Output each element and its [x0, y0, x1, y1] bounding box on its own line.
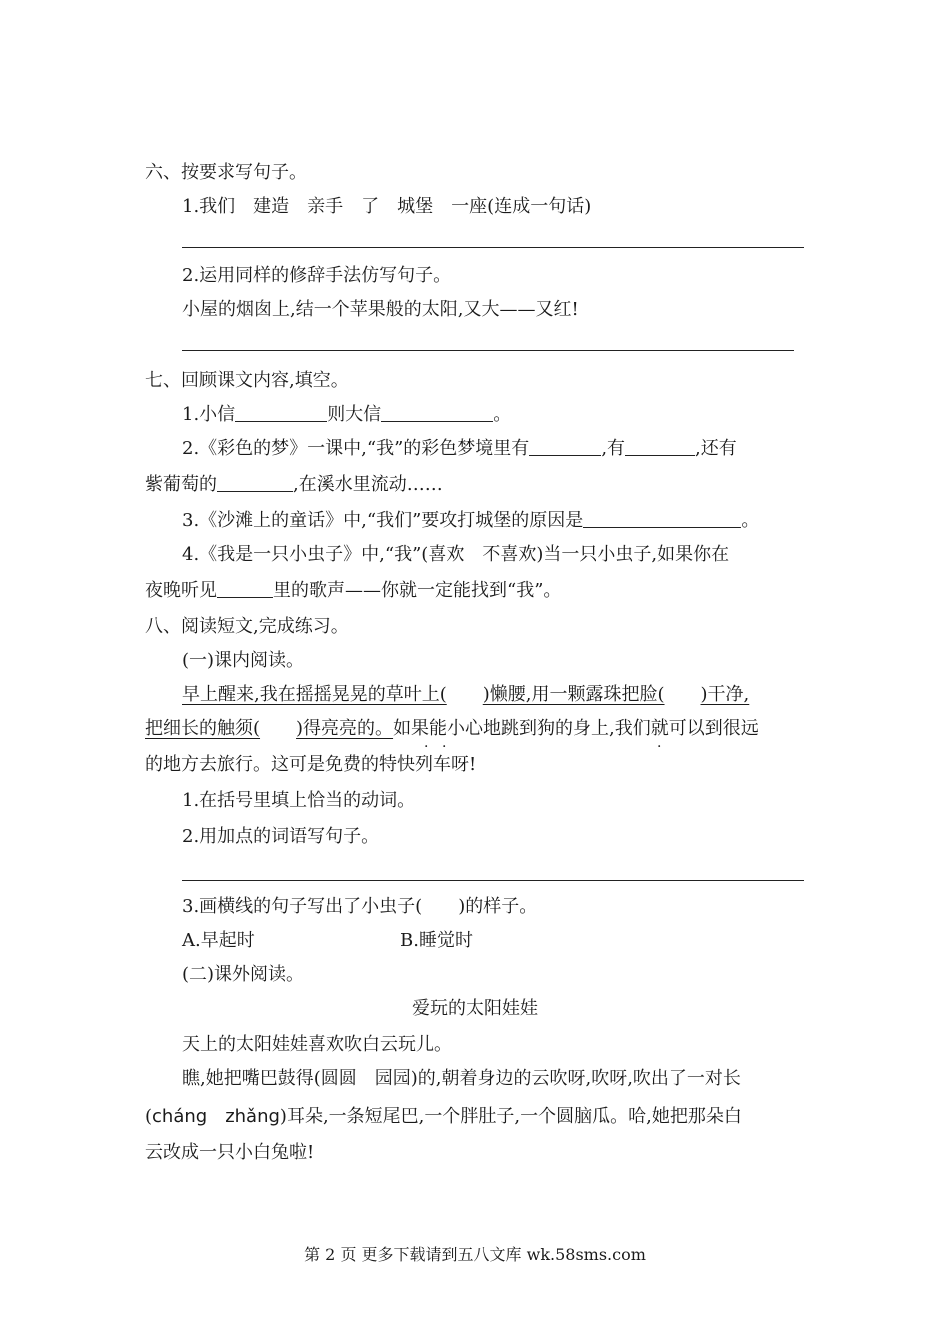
- fill-blank[interactable]: [381, 403, 493, 422]
- s7-q2-text-d: 紫葡萄的: [145, 474, 217, 495]
- story-title: 爱玩的太阳娃娃: [412, 998, 538, 1019]
- story-text: (: [145, 1106, 153, 1127]
- page-footer: 第 2 页 更多下载请到五八文库 wk.58sms.com: [304, 1245, 646, 1264]
- story-line-2: 瞧,她把嘴巴鼓得(圆圆 园园)的,朝着身边的云吹呀,吹呀,吹出了一对长: [182, 1068, 741, 1089]
- s7-q1-text-b: 则大信: [327, 404, 382, 425]
- fill-blank[interactable]: [625, 437, 695, 456]
- fill-blank[interactable]: [235, 403, 327, 422]
- s7-q3-text-b: 。: [741, 510, 760, 531]
- underlined-sentence: [182, 684, 749, 705]
- section-8-heading: 八、阅读短文,完成练习。: [145, 616, 349, 637]
- s8-question-2: 2.用加点的词语写句子。: [182, 826, 380, 847]
- part-1-title: (一)课内阅读。: [182, 650, 305, 671]
- pinyin-options: cháng zhǎng: [152, 1106, 280, 1127]
- answer-line[interactable]: [182, 350, 794, 351]
- s7-q4-text-c: 里的歌声——你就一定能找到“我”。: [273, 580, 562, 601]
- story-line-4: 云改成一只小白兔啦!: [145, 1142, 315, 1163]
- s7-q1-text-a: 1.小信: [182, 404, 236, 425]
- passage-text-dotted: 如果能小心地跳到狗的身上,我们就可以到很远: [393, 718, 759, 739]
- answer-line[interactable]: [182, 880, 804, 881]
- passage-1-line-1: [182, 682, 749, 708]
- s7-question-2-line-2: [145, 472, 443, 498]
- option-b[interactable]: B.睡觉时: [400, 930, 473, 951]
- passage-text: )干净,: [700, 684, 750, 705]
- fill-blank[interactable]: [217, 473, 293, 492]
- option-a[interactable]: A.早起时: [182, 930, 255, 951]
- s7-question-1: [182, 402, 511, 428]
- s7-q1-text-c: 。: [493, 404, 512, 425]
- s7-question-4-line-2: [145, 578, 561, 604]
- section-7-heading: 七、回顾课文内容,填空。: [145, 370, 349, 391]
- s6-question-2: 2.运用同样的修辞手法仿写句子。: [182, 265, 452, 286]
- s7-question-4-line-1: 4.《我是一只小虫子》中,“我”(喜欢 不喜欢)当一只小虫子,如果你在: [182, 544, 730, 565]
- s6-example-sentence: 小屋的烟囱上,结一个苹果般的太阳,又大——又红!: [182, 299, 579, 320]
- s7-q2-text-c: ,还有: [695, 438, 737, 459]
- s7-question-3: [182, 508, 759, 534]
- fill-blank[interactable]: [583, 509, 741, 528]
- s8-question-1: 1.在括号里填上恰当的动词。: [182, 790, 416, 811]
- s7-q2-text-e: ,在溪水里流动……: [293, 474, 443, 495]
- passage-1-line-3: 的地方去旅行。这可是免费的特快列车呀!: [145, 754, 477, 775]
- s7-question-2-line-1: [182, 436, 737, 462]
- story-line-3: [145, 1104, 742, 1130]
- underlined-sentence: [145, 718, 393, 739]
- s8-question-3: [182, 894, 537, 920]
- passage-1-line-2: [145, 716, 759, 742]
- s8-q3-text-b: )的样子。: [458, 896, 538, 917]
- s7-q3-text-a: 3.《沙滩上的童话》中,“我们”要攻打城堡的原因是: [182, 510, 584, 531]
- emphasis-dot: ·: [657, 739, 662, 755]
- passage-text: 早上醒来,我在摇摇晃晃的草叶上(: [182, 684, 447, 705]
- fill-blank[interactable]: [217, 579, 273, 598]
- part-2-title: (二)课外阅读。: [182, 964, 305, 985]
- passage-text: 把细长的触须(: [145, 718, 261, 739]
- s7-q2-text-a: 2.《彩色的梦》一课中,“我”的彩色梦境里有: [182, 438, 530, 459]
- answer-line[interactable]: [182, 247, 804, 248]
- story-line-1: 天上的太阳娃娃喜欢吹白云玩儿。: [182, 1034, 452, 1055]
- s8-q3-text-a: 3.画横线的句子写出了小虫子(: [182, 896, 423, 917]
- fill-blank[interactable]: [529, 437, 601, 456]
- passage-text: )懒腰,用一颗露珠把脸(: [482, 684, 665, 705]
- emphasis-dot: ·: [442, 739, 447, 755]
- story-text: )耳朵,一条短尾巴,一个胖肚子,一个圆脑瓜。哈,她把那朵白: [279, 1106, 742, 1127]
- s6-question-1: 1.我们 建造 亲手 了 城堡 一座(连成一句话): [182, 196, 592, 217]
- s7-q4-text-b: 夜晚听见: [145, 580, 217, 601]
- section-6-heading: 六、按要求写句子。: [145, 162, 307, 183]
- s7-q2-text-b: ,有: [601, 438, 626, 459]
- emphasis-dot: ·: [424, 739, 429, 755]
- passage-text: )得亮亮的。: [296, 718, 394, 739]
